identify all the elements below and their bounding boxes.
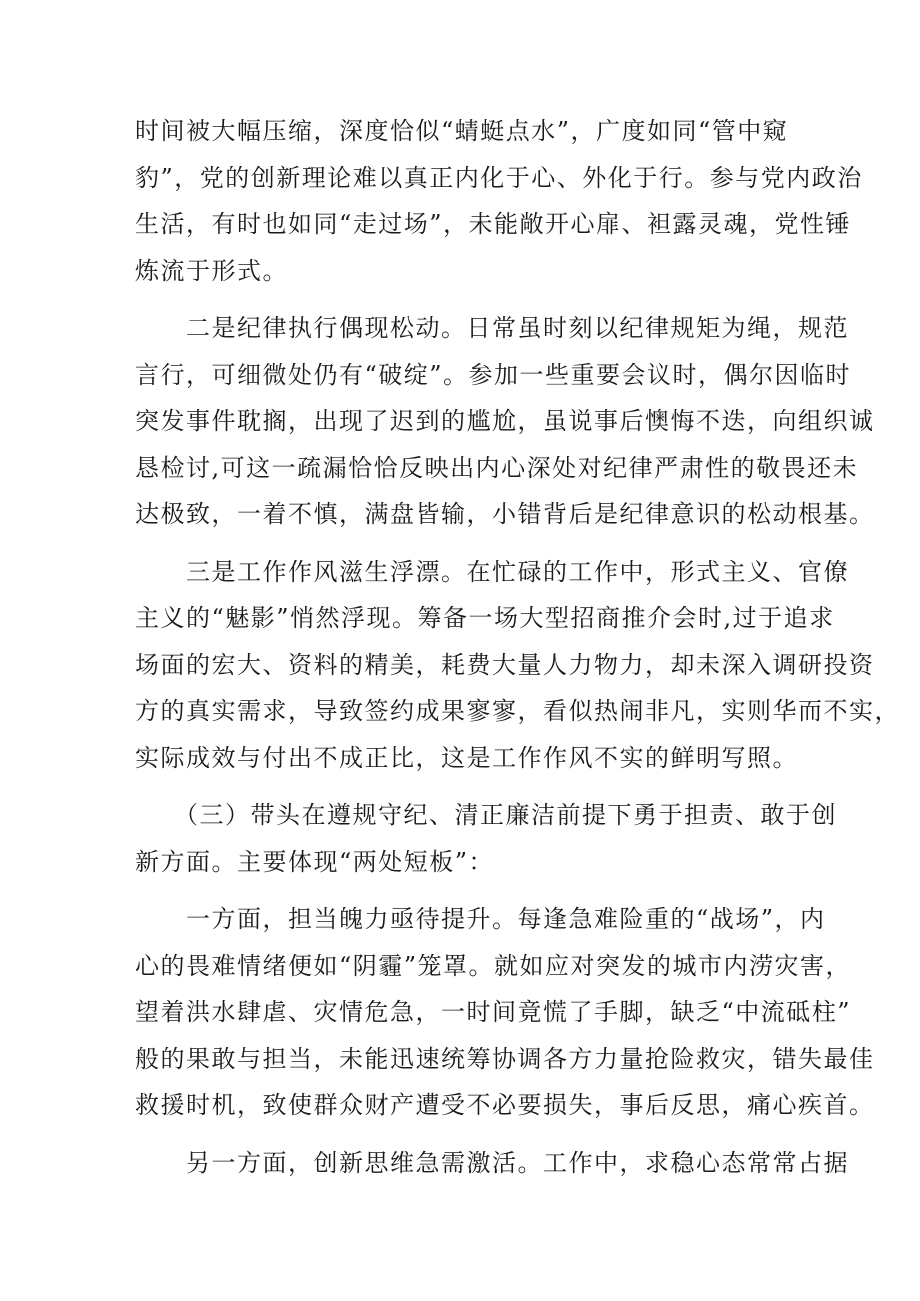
paragraph-responsibility [135,896,875,1129]
paragraph-discipline [135,305,875,538]
text-line: 救援时机，致使群众财产遭受不必要损失，事后反思，痛心疾首。 [135,1091,875,1119]
text-line: 突发事件耽搁，出现了迟到的尴尬，虽说事后懊悔不迭，向组织诚 [135,407,875,435]
paragraph-spacer [135,294,795,305]
text-line: 恳检讨,可这一疏漏恰恰反映出内心深处对纪律严肃性的敬畏还未 [135,453,859,482]
paragraph-theory-study [135,108,863,294]
text-line: 新方面。主要体现“两处短板”： [135,847,495,876]
text-line: 一方面，担当魄力亟待提升。每逢急难险重的“战场”，内 [135,905,826,933]
paragraph-work-style [135,549,900,782]
paragraph-spacer [135,1129,795,1140]
text-line: 言行，可细微处仍有“破绽”。参加一些重要会议时，偶尔因临时 [135,360,852,389]
text-line: 豹”，党的创新理论难以真正内化于心、外化于行。参与党内政治 [135,163,863,192]
section-heading-three [135,792,837,885]
text-line: 二是纪律执行偶现松动。日常虽时刻以纪律规矩为绳，规范 [135,314,849,342]
text-line: 主义的“魅影”悄然浮现。筹备一场大型招商推介会时,过于追求 [135,604,835,632]
text-line: 望着洪水肆虐、灾情危急，一时间竟慌了手脚，缺乏“中流砥柱” [135,998,852,1026]
paragraph-innovation [135,1140,849,1187]
text-line: 场面的宏大、资料的精美，耗费大量人力物力，却未深入调研投资 [135,650,875,679]
text-line: 时间被大幅压缩，深度恰似“蜻蜓点水”，广度如同“管中窥 [135,117,789,145]
text-line: 炼流于形式。 [135,256,288,285]
text-line: 三是工作作风滋生浮漂。在忙碌的工作中，形式主义、官僚 [135,557,849,586]
text-line: 达极致，一着不慎，满盘皆输，小错背后是纪律意识的松动根基。 [135,500,875,528]
paragraph-spacer [135,781,795,792]
paragraph-spacer [135,885,795,896]
text-line: 心的畏难情绪便如“阴霾”笼罩。就如应对突发的城市内涝灾害， [135,951,852,980]
text-line: （三）带头在遵规守纪、清正廉洁前提下勇于担责、敢于创 [135,801,837,829]
text-line: 般的果敢与担当，未能迅速统筹协调各方力量抢险救灾，错失最佳 [135,1044,875,1073]
text-line: 方的真实需求，导致签约成果寥寥，看似热闹非凡，实则华而不实， [135,697,900,725]
text-line: 实际成效与付出不成正比，这是工作作风不实的鲜明写照。 [135,743,798,772]
text-line: 另一方面，创新思维急需激活。工作中，求稳心态常常占据 [135,1148,849,1177]
text-line: 生活，有时也如同“走过场”，未能敞开心扉、袒露灵魂，党性锤 [135,210,852,238]
paragraph-spacer [135,538,795,549]
document-body [135,108,900,1186]
